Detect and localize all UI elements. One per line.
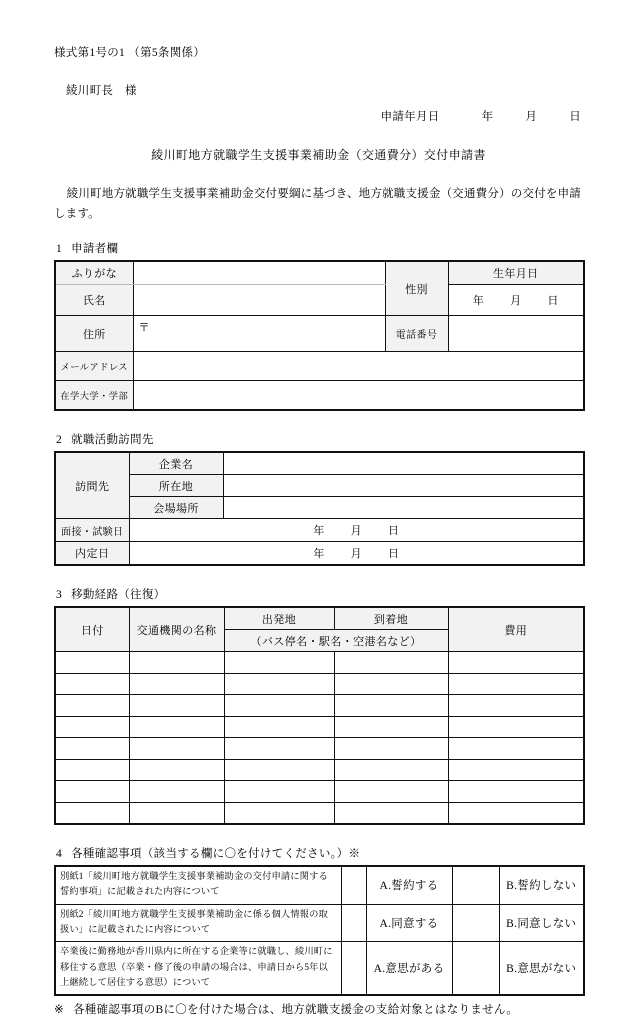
confirmation-option-a[interactable]: A.誓約する [366,866,452,904]
header-arrival: 到着地 [334,607,448,630]
cell-cost[interactable] [448,802,584,824]
table-row [55,452,584,475]
section-1-title: 申請者欄 [71,243,119,256]
cell-transport[interactable] [129,652,224,674]
header-place-note: （バス停名・駅名・空港名など） [224,630,448,652]
cell-date[interactable] [55,652,129,674]
confirmation-table [54,865,585,996]
table-row [55,542,584,566]
lead-paragraph: 綾川町地方就職学生支援事業補助金交付要綱に基づき、地方就職支援金（交通費分）の交付を申請します。 [54,188,581,220]
section-2-number: 2 [56,434,63,447]
offer-date-month: 月 [350,548,362,561]
table-row [55,695,584,717]
cell-transport[interactable] [129,738,224,760]
page-title: 綾川町地方就職学生支援事業補助金（交通費分）交付申請書 [151,148,486,162]
section-3-number: 3 [56,589,63,602]
value-name[interactable] [133,285,385,316]
cell-cost[interactable] [448,673,584,695]
cell-arrival[interactable] [334,802,448,824]
interview-date-month: 月 [350,525,362,538]
cell-transport[interactable] [129,759,224,781]
cell-date[interactable] [55,716,129,738]
label-company-name: 企業名 [129,452,223,475]
cell-cost[interactable] [448,759,584,781]
label-interview-date: 面接・試験日 [55,519,129,542]
label-gender: 性別 [385,261,448,316]
cell-departure[interactable] [224,802,334,824]
table-row [55,738,584,760]
table-row [55,352,584,381]
birthdate-month: 月 [510,295,522,308]
confirmation-mark-b[interactable] [452,866,499,904]
label-offer-date: 内定日 [55,542,129,566]
confirmation-description: 卒業後に勤務地が香川県内に所在する企業等に就職し、綾川町に移住する意思（卒業・修了後の申請の場合は、申請日から5年以上継続して居住する意思）について [55,942,341,995]
application-date-label: 申請年月日 [380,111,440,123]
header-transport: 交通機関の名称 [129,607,224,652]
table-row [55,904,584,942]
confirmation-mark-a[interactable] [341,904,366,942]
cell-cost[interactable] [448,695,584,717]
cell-transport[interactable] [129,781,224,803]
confirmation-description: 別紙1「綾川町地方就職学生支援事業補助金の交付申請に関する誓約事項」に記載された内容について [55,866,341,904]
cell-date[interactable] [55,781,129,803]
cell-cost[interactable] [448,738,584,760]
travel-route-table [54,606,585,825]
value-interview-date[interactable] [129,519,584,542]
footnote-mark: ※ [54,1004,64,1017]
cell-arrival[interactable] [334,781,448,803]
table-row [55,673,584,695]
table-row [55,781,584,803]
label-school: 在学大学・学部 [55,381,133,411]
offer-date-year: 年 [313,548,325,561]
footnote-text: 各種確認事項のBに〇を付けた場合は、地方就職支援金の支給対象とはなりません。 [72,1004,519,1017]
table-row [55,866,584,904]
label-email: メールアドレス [55,352,133,381]
label-company-location: 所在地 [129,475,223,497]
application-date-row [54,108,583,124]
table-row [55,497,584,519]
cell-date[interactable] [55,738,129,760]
interview-date-year: 年 [313,525,325,538]
section-4-title: 各種確認事項（該当する欄に〇を付けてください。）※ [71,848,361,861]
table-row [55,519,584,542]
confirmation-option-b[interactable]: B.同意しない [499,904,584,942]
value-email[interactable] [133,352,584,381]
confirmation-mark-a[interactable] [341,942,366,995]
zip-symbol: 〒 [138,322,150,335]
table-row [55,802,584,824]
label-address: 住所 [55,316,133,352]
label-phone: 電話番号 [385,316,448,352]
section-2-heading [56,431,583,447]
cell-arrival[interactable] [334,695,448,717]
cell-cost[interactable] [448,652,584,674]
confirmation-mark-b[interactable] [452,904,499,942]
table-row [55,261,584,285]
section-1-heading [56,240,583,256]
cell-arrival[interactable] [334,673,448,695]
value-offer-date[interactable] [129,542,584,566]
cell-transport[interactable] [129,673,224,695]
value-phone[interactable] [448,316,584,352]
cell-transport[interactable] [129,716,224,738]
cell-cost[interactable] [448,781,584,803]
table-row [55,316,584,352]
cell-departure[interactable] [224,738,334,760]
confirmation-option-b[interactable]: B.意思がない [499,942,584,995]
confirmation-description: 別紙2「綾川町地方就職学生支援事業補助金に係る個人情報の取扱い」に記載されたに内容について [55,904,341,942]
applicant-table [54,260,585,411]
table-row [55,759,584,781]
interview-date-day: 日 [387,525,400,538]
section-4-number: 4 [56,848,63,861]
confirmation-mark-b[interactable] [452,942,499,995]
cell-departure[interactable] [224,673,334,695]
value-company-location[interactable] [223,475,584,497]
label-visit-group: 訪問先 [55,452,129,519]
footnote [54,1001,583,1017]
value-address[interactable] [133,316,385,352]
table-row [55,942,584,995]
cell-arrival[interactable] [334,738,448,760]
application-date-year: 年 [481,111,494,123]
application-date-day: 日 [569,111,581,123]
offer-date-day: 日 [387,548,400,561]
cell-cost[interactable] [448,716,584,738]
confirmation-mark-a[interactable] [341,866,366,904]
value-furigana[interactable] [133,261,385,285]
cell-date[interactable] [55,759,129,781]
table-row [55,381,584,411]
value-birthdate[interactable] [448,285,584,316]
section-4-heading [56,845,583,861]
confirmation-option-b[interactable]: B.誓約しない [499,866,584,904]
section-1-number: 1 [56,243,63,256]
section-3-title: 移動経路（往復） [71,589,166,602]
label-birthdate: 生年月日 [448,261,584,285]
value-school[interactable] [133,381,584,411]
cell-departure[interactable] [224,759,334,781]
form-number: 様式第1号の1 （第5条関係） [54,47,206,59]
table-row [55,285,584,316]
table-header-row [55,607,584,630]
table-row [55,716,584,738]
table-row [55,652,584,674]
cell-transport[interactable] [129,802,224,824]
header-departure: 出発地 [224,607,334,630]
table-row [55,475,584,497]
confirmation-option-a[interactable]: A.意思がある [366,942,452,995]
visit-destination-table [54,451,585,566]
cell-arrival[interactable] [334,716,448,738]
value-venue[interactable] [223,497,584,519]
cell-departure[interactable] [224,695,334,717]
birthdate-year: 年 [472,295,485,308]
label-name: 氏名 [55,285,133,316]
label-furigana: ふりがな [55,261,133,285]
value-company-name[interactable] [223,452,584,475]
cell-date[interactable] [55,673,129,695]
cell-transport[interactable] [129,695,224,717]
addressee: 綾川町長 様 [66,85,137,97]
cell-date[interactable] [55,695,129,717]
document-body [54,44,583,1017]
cell-date[interactable] [55,802,129,824]
section-3-heading [56,586,583,602]
cell-departure[interactable] [224,652,334,674]
birthdate-day: 日 [547,295,559,308]
cell-arrival[interactable] [334,652,448,674]
confirmation-option-a[interactable]: A.同意する [366,904,452,942]
section-2-title: 就職活動訪問先 [71,434,154,447]
label-venue: 会場場所 [129,497,223,519]
application-date-month: 月 [525,111,538,123]
cell-departure[interactable] [224,716,334,738]
cell-arrival[interactable] [334,759,448,781]
cell-departure[interactable] [224,781,334,803]
header-cost: 費用 [448,607,584,652]
header-date: 日付 [55,607,129,652]
